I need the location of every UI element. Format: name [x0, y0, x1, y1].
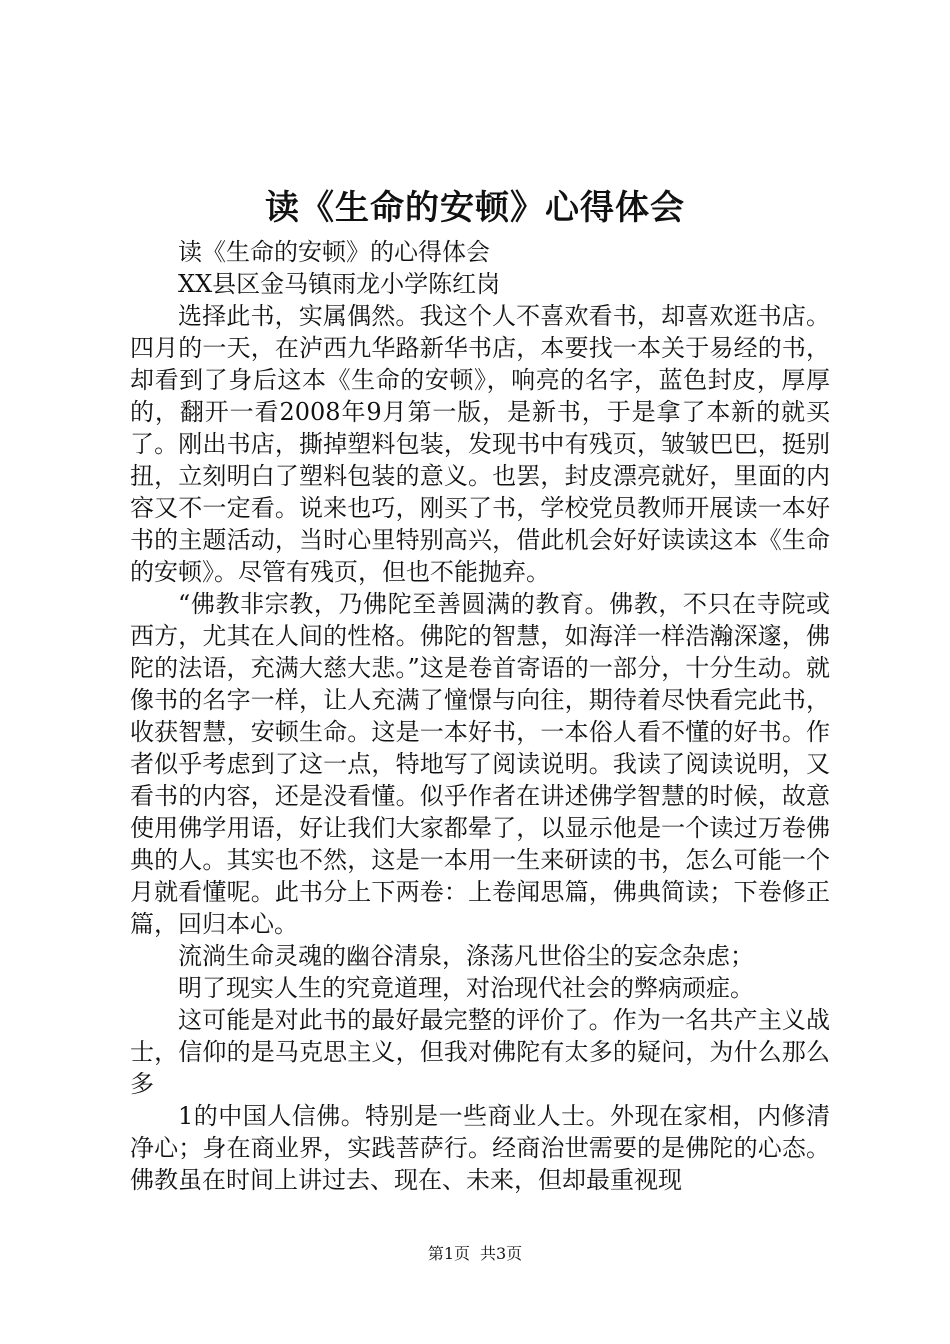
subtitle-line: 读《生命的安顿》的心得体会: [178, 238, 490, 266]
document-body: [130, 236, 830, 1196]
page-footer: [0, 1243, 950, 1265]
verse-line: 流淌生命灵魂的幽谷清泉，涤荡凡世俗尘的妄念杂虑；: [178, 942, 754, 970]
page-total: 共3页: [480, 1244, 523, 1263]
author-line: XX县区金马镇雨龙小学陈红岗: [178, 270, 501, 298]
document-title: 读《生命的安顿》心得体会: [265, 188, 685, 228]
page-number: 第1页: [427, 1244, 470, 1263]
body-paragraph: 这可能是对此书的最好最完整的评价了。作为一名共产主义战士，信仰的是马克思主义，但我对佛陀有太多的疑问，为什么那么多: [130, 1006, 830, 1098]
verse-line: 明了现实人生的究竟道理，对治现代社会的弊病顽症。: [178, 974, 754, 1002]
body-paragraph: “佛教非宗教，乃佛陀至善圆满的教育。佛教，不只在寺院或西方，尤其在人间的性格。佛陀的智慧，如海洋一样浩瀚深邃，佛陀的法语，充满大慈大悲。”这是卷首寄语的一部分，十分生动。就像书的名字一样，让人充满了憧憬与向往，期待着尽快看完此书，收获智慧，安顿生命。这是一本好书，一本俗人看不懂的好书。作者似乎考虑到了这一点，特地写了阅读说明。我读了阅读说明，又看书的内容，还是没看懂。似乎作者在讲述佛学智慧的时候，故意使用佛学用语，好让我们大家都晕了，以显示他是一个读过万卷佛典的人。其实也不然，这是一本用一生来研读的书，怎么可能一个月就看懂呢。此书分上下两卷：上卷闻思篇，佛典简读；下卷修正篇，回归本心。: [130, 590, 830, 938]
body-paragraph: 1的中国人信佛。特别是一些商业人士。外现在家相，内修清净心；身在商业界，实践菩萨行。经商治世需要的是佛陀的心态。佛教虽在时间上讲过去、现在、未来，但却最重视现: [130, 1102, 830, 1194]
body-paragraph: 选择此书，实属偶然。我这个人不喜欢看书，却喜欢逛书店。四月的一天，在泸西九华路新华书店，本要找一本关于易经的书，却看到了身后这本《生命的安顿》，响亮的名字，蓝色封皮，厚厚的，翻开一看2008年9月第一版，是新书，于是拿了本新的就买了。刚出书店，撕掉塑料包装，发现书中有残页，皱皱巴巴，挺别扭，立刻明白了塑料包装的意义。也罢，封皮漂亮就好，里面的内容又不一定看。说来也巧，刚买了书，学校党员教师开展读一本好书的主题活动，当时心里特别高兴，借此机会好好读读这本《生命的安顿》。尽管有残页，但也不能抛弃。: [130, 302, 830, 586]
